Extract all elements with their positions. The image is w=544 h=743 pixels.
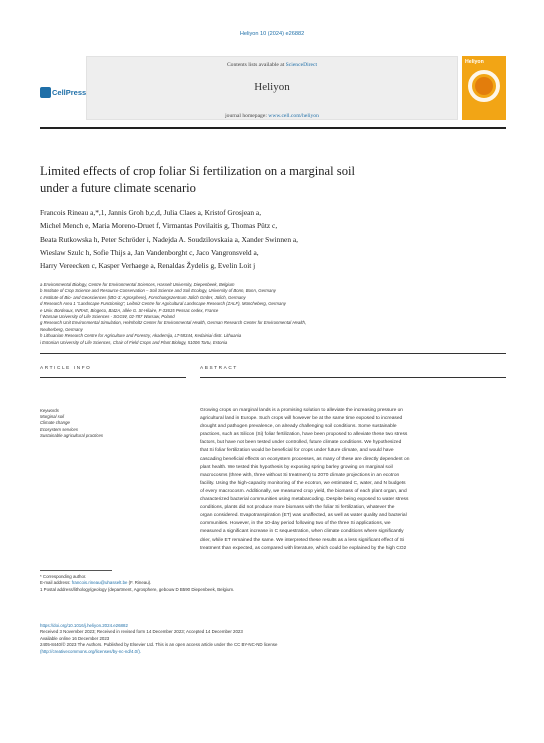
abstract-line: cascading beneficial effects on ecosystem processes, as many of these are directly dependent on	[200, 456, 410, 462]
author-line[interactable]: Francois Rineau a,*,1, Jannis Groh b,c,d, Julia Claes a, Kristof Grosjean a,	[40, 208, 262, 217]
cellpress-logo-mark-icon	[40, 87, 51, 98]
homepage-link[interactable]: www.cell.com/heliyon	[268, 113, 319, 119]
abstract-line: measured a significant increase in C sequestration, when climate conditions where significantly	[200, 529, 404, 535]
cover-title: Heliyon	[465, 59, 484, 65]
received-dates: Received 3 November 2023; Received in revised form 14 December 2023; Accepted 14 December 2023	[40, 629, 243, 635]
abstract-line: organ considered. Evapotranspiration (ET) was unaffected, as well as water quality and bacterial	[200, 513, 407, 519]
available-online: Available online 16 December 2023	[40, 635, 110, 641]
contents-prefix: Contents lists available at	[226, 62, 286, 68]
abstract-rule	[200, 377, 506, 378]
abstract-line: macrocosms (three with, three without Si treatment) to 2070 climate projections in an ecotron	[200, 472, 400, 478]
homepage-prefix: journal homepage:	[225, 113, 269, 119]
contents-available	[87, 62, 457, 68]
footnote-rule	[40, 570, 112, 571]
abstract-line: conditions, plants did not produce more biomass with the foliar Si fertilization, whatever the	[200, 505, 395, 511]
author-list	[40, 206, 500, 272]
journal-reference[interactable]: Heliyon 10 (2024) e26882	[239, 31, 305, 37]
keyword: Sustainable agricultural practices	[40, 432, 104, 438]
affiliation: d Research Area 1 "Landscape Functioning", Leibniz Centre for Agricultural Landscape Research (ZALF), Müncheberg, Germany	[40, 301, 286, 307]
abstract-line: that Si foliar fertilization would be beneficial for crops under future climate, and would have	[200, 448, 394, 454]
abstract-line: factors, but have not been tested under controlled, future climate conditions. We hypothesized	[200, 440, 402, 446]
affiliation: Neuherberg, Germany	[40, 326, 83, 332]
abstract-line: plant health. We tested this hypothesis by exposing spring barley growing on marginal soil	[200, 464, 393, 470]
journal-banner	[86, 56, 458, 120]
sciencedirect-link[interactable]: ScienceDirect	[285, 62, 318, 68]
abstract-line: characterized bacterial communities using metabarcoding. Despite being exposed to water stress	[200, 497, 409, 503]
journal-name: Heliyon	[254, 81, 290, 93]
cellpress-logo-text: CellPress	[52, 88, 87, 97]
article-info-heading: ARTICLE INFO	[40, 365, 92, 370]
article-title-line-1: Limited effects of crop foliar Si fertilization on a marginal soil	[40, 164, 355, 178]
abstract-line: communities. However, in the 10-day period following two of the three Si applications, we	[200, 521, 391, 527]
keywords-label: Keywords	[40, 408, 59, 413]
keyword: Marginal soil	[40, 414, 65, 420]
corresponding-author-note: * Corresponding author.	[40, 574, 87, 579]
affiliation: e Univ. Bordeaux, INRAE, Biogeco, Bat2A, allée G. St-Hilaire, F-33615 Pessac cedex, France	[40, 307, 219, 313]
abstract-line: of every macrocosm. Additionally, we measured crop yield, the biomass of each plant organ, and	[200, 488, 407, 494]
email-suffix: (F. Rineau).	[127, 580, 152, 586]
affiliation: c Institute of Bio- and Geosciences (IBG-3: Agrosphere), Forschungszentrum Jülich GmbH, Jülich, Germany	[40, 294, 246, 300]
abstract-line: facility. Using the high-capacity monitoring of the ecotron, we estimated C, water, and N budgets	[200, 480, 406, 486]
article-info-rule	[40, 377, 186, 378]
affiliation-list	[40, 282, 506, 346]
header-rule	[40, 127, 506, 129]
bibliographic-info	[40, 623, 506, 655]
author-line[interactable]: Wieslaw Szulc h, Sofie Thijs a, Jan Vandenborght c, Jaco Vangronsveld a,	[40, 247, 259, 257]
affiliation: a Environmental Biology, Centre for Environmental Sciences, Hasselt University, Diepenbeek, Belgium	[40, 282, 235, 287]
abstract-line: drier, while ET remained the same. We interpreted these results as a less significant effect of Si	[200, 537, 405, 543]
footnotes	[40, 574, 506, 593]
abstract-line: agricultural land in Europe. Such crops will however be at the same time exposed to increased	[200, 416, 403, 422]
abstract-line: treatment than expected, as compared with literature, which could be explained by the high CO2	[200, 545, 407, 551]
affiliation: b Institute of Crop Science and Resource Conservation – Soil Science and Soil Ecology, University of Bonn, Bonn, Germany	[40, 288, 276, 294]
author-line[interactable]: Harry Vereecken c, Kasper Verhaege a, Renaldas Žydelis g, Evelin Loit j	[40, 261, 256, 271]
email-label: E-mail address:	[40, 580, 72, 586]
present-address-note: 1 Postal address/lithology/geology (department, Agrosphere, gebouw D B590 Diepenbeek, Belgium.	[40, 586, 235, 592]
abstract-body	[200, 407, 506, 553]
author-line[interactable]: Michel Mench e, Maria Moreno-Druet f, Virmantas Povilaitis g, Thomas Pütz c,	[40, 221, 278, 231]
journal-homepage	[87, 113, 457, 119]
author-line[interactable]: Beata Rutkowska h, Peter Schröder i, Nadejda A. Soudzilovskaia a, Xander Swinnen a,	[40, 234, 298, 244]
abstract-line: drought and pathogen prevalence, on already challenging soil conditions. Some sustainable	[200, 424, 397, 430]
abstract-line: Growing crops on marginal lands is a promising solution to alleviate the increasing pressure on	[200, 408, 404, 413]
journal-cover-thumbnail[interactable]	[462, 56, 506, 120]
abstract-line: practices, such as Silicon (Si) foliar fertilization, have been proposed to alleviate these two stress	[200, 432, 408, 438]
doi-link[interactable]: https://doi.org/10.1016/j.heliyon.2024.e26882	[40, 623, 128, 628]
cover-circle-graphic	[475, 77, 493, 95]
abstract-heading: ABSTRACT	[200, 365, 238, 370]
copyright-line: 2405-8440/© 2023 The Authors. Published by Elsevier Ltd. This is an open access article under the CC BY-NC-ND license	[40, 642, 278, 648]
affiliation: g Research Unit Environmental Simulation, Helmholtz Center for Environmental Health, German Research Center for Environmental Health,	[40, 320, 307, 326]
license-link[interactable]: (http://creativecommons.org/licenses/by-nc-nd/4.0/).	[40, 648, 142, 654]
keywords-block	[40, 408, 190, 439]
cellpress-logo[interactable]	[40, 83, 86, 103]
email-link[interactable]: francois.rineau@uhasselt.be	[71, 580, 128, 586]
section-divider	[40, 353, 506, 354]
affiliation: i Estonian University of Life Sciences, Chair of Field Crops and Plant Biology, 51006 Tartu, Estonia	[40, 339, 228, 345]
affiliation: f Warsaw University of Life Sciences - SGGW, 02-787 Warsaw, Poland	[40, 314, 175, 320]
article-title-line-2: under a future climate scenario	[40, 181, 196, 195]
keyword: Climate change	[40, 420, 70, 426]
affiliation: h Lithuanian Research Centre for Agriculture and Forestry, Akademija, LT-58344, Kedainiai distr. Lithuania	[40, 333, 242, 339]
keyword: Ecosystem services	[40, 426, 78, 432]
article-title	[40, 163, 490, 197]
